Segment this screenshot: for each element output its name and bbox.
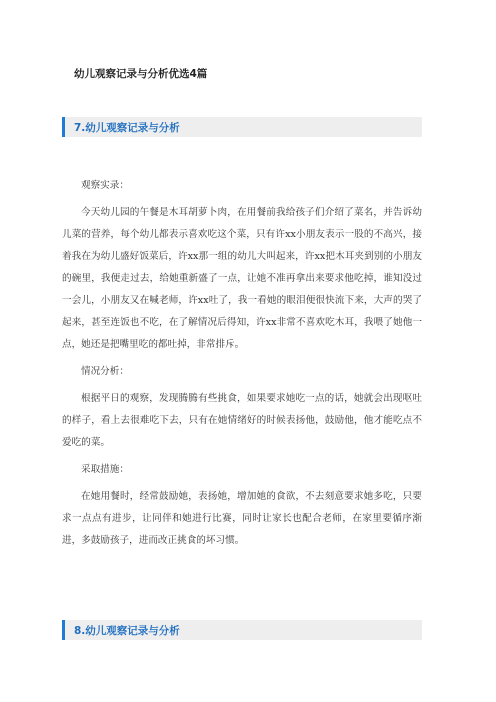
section-heading: 7.幼儿观察记录与分析	[74, 122, 180, 134]
document-title: 幼儿观察记录与分析优选4篇	[74, 68, 208, 80]
section-header-8	[62, 620, 422, 640]
section-heading: 8.幼儿观察记录与分析	[74, 625, 180, 637]
analysis-paragraph: 根据平日的观察，发现腾腾有些挑食，如果要求她吃一点的话，她就会出现呕吐的样子，看上去很难吃下去，只有在她情绪好的时候表扬他，鼓励他，他才能吃点不爱吃的菜。	[62, 393, 422, 448]
measures-label: 采取措施：	[81, 464, 129, 475]
observation-paragraph: 今天幼儿园的午餐是木耳胡萝卜肉，在用餐前我给孩子们介绍了菜名，并告诉幼儿菜的营养，每个幼儿都表示喜欢吃这个菜，只有许xx小朋友表示一股的不高兴，接着我在为幼儿盛好饭菜后，许xx那一组的幼儿大叫起来，许xx把木耳夹到别的小朋友的碗里，我便走过去，给她重新盛了一点，让她不准再拿出来要求他吃掉，谁知没过一会儿，小朋友又在喊老师，许xx吐了，我一看她的眼泪便很快流下来，大声的哭了起来，甚至连饭也不吃，在了解情况后得知，许xx非常不喜欢吃木耳，我喂了她他一点，她还是把嘴里吃的都吐掉，非常排斥。	[62, 207, 422, 350]
observation-label: 观察实录：	[81, 180, 129, 191]
analysis-label: 情况分析：	[81, 366, 129, 377]
section-accent-bar	[62, 117, 65, 137]
section-accent-bar	[62, 620, 65, 640]
measures-paragraph: 在她用餐时，经常鼓励她，表扬她，增加她的食欲，不去刻意要求她多吃，只要求一点点有进步，让同伴和她进行比赛，同时让家长也配合老师，在家里要循序渐进，多鼓励孩子，进而改正挑食的坏习惯。	[62, 491, 422, 546]
section-body	[62, 175, 422, 557]
section-header-7	[62, 117, 422, 137]
